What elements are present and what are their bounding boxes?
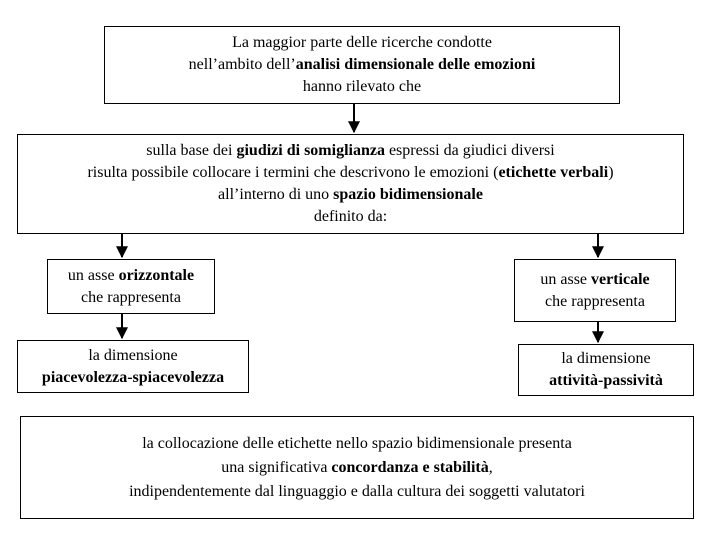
text-line [545,291,645,313]
conclusion-box [20,416,694,519]
text-line [303,76,421,98]
text: un asse [67,266,119,284]
text-line [561,348,650,370]
text: la collocazione delle etichette nello spazio bidimensionale presenta [142,434,572,452]
text-line [314,206,387,228]
right-axis-box [514,259,676,322]
text-line [129,480,585,504]
text-line [221,456,493,480]
text-line [549,370,663,392]
text-line [218,184,483,206]
bold-text: verticale [591,270,650,288]
text: La maggior parte delle ricerche condotte [232,34,492,51]
text: risulta possibile collocare i termini che descrivono le emozioni ( [87,164,499,181]
right-dimension-box [518,344,694,396]
text: che rappresenta [545,292,645,310]
top-box [104,26,620,104]
text-line [232,32,492,54]
text: nell’ambito dell’ [188,56,296,73]
text-line [540,269,649,291]
bold-text: attività-passività [549,372,663,389]
bold-text: orizzontale [118,266,195,284]
bold-text: concordanza e stabilità [331,458,489,476]
text: indipendentemente dal linguaggio e dalla cultura dei soggetti valutatori [129,482,585,500]
bold-text: analisi dimensionale delle emozioni [295,56,536,73]
text-line [42,367,224,389]
bold-text: giudizi di somiglianza [236,142,385,159]
bold-text: etichette verbali [498,164,609,181]
text-line [68,265,194,287]
text: una significativa [221,458,332,476]
middle-box [17,134,684,234]
text-line [88,345,177,367]
text: ) [608,164,614,181]
left-axis-box [47,259,215,314]
text: un asse [540,270,592,288]
bold-text: piacevolezza-spiacevolezza [41,368,225,386]
text-line [81,287,181,309]
text: la dimensione [88,346,178,364]
text: definito da: [313,208,388,225]
text: che rappresenta [81,288,181,306]
text-line [87,162,613,184]
text: la dimensione [561,350,651,367]
text-line [142,432,572,456]
text: espressi da giudici diversi [384,142,555,159]
bold-text: spazio bidimensionale [333,186,483,203]
text: all’interno di uno [218,186,334,203]
text-line [189,54,536,76]
left-dimension-box [17,340,249,393]
text: , [488,458,493,476]
text: sulla base dei [146,142,237,159]
text: hanno rilevato che [302,78,422,95]
text-line [146,140,554,162]
